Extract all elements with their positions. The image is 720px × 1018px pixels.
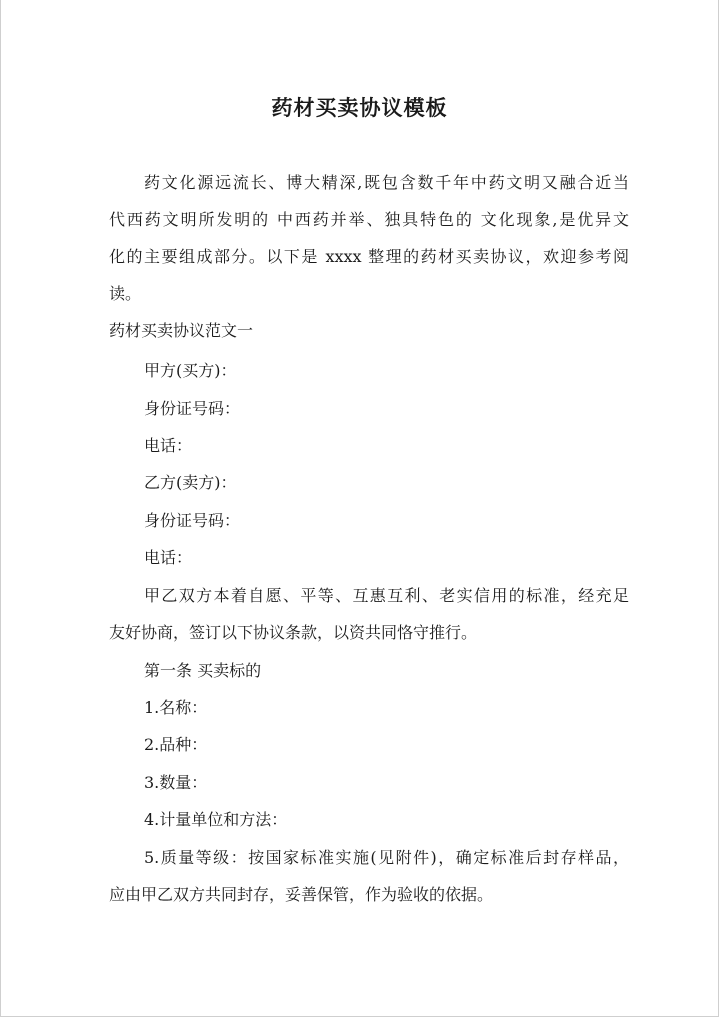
party-b-id-label: 身份证号码： — [144, 511, 241, 530]
party-a-phone-label: 电话： — [144, 436, 193, 455]
party-b-phone-label: 电话： — [144, 548, 193, 567]
article-1-item-quality-cont: 应由甲乙双方共同封存，妥善保管，作为验收的依据。 — [109, 885, 494, 904]
article-1-item-name: 1.名称： — [144, 698, 208, 717]
intro-line: 化的主要组成部分。以下是 xxxx 整理的药材买卖协议，欢迎参考阅 — [109, 247, 629, 266]
sample-heading: 药材买卖协议范文一 — [109, 321, 254, 340]
party-a-name-label: 甲方(买方)： — [144, 361, 237, 380]
article-1-item-quality: 5.质量等级：按国家标准实施(见附件)，确定标准后封存样品， — [144, 848, 629, 867]
article-1-item-unit: 4.计量单位和方法： — [144, 810, 288, 829]
preamble-line: 友好协商，签订以下协议条款，以资共同恪守推行。 — [109, 623, 478, 642]
party-b-name-label: 乙方(卖方)： — [144, 473, 237, 492]
article-1-item-variety: 2.品种： — [144, 735, 208, 754]
party-a-id-label: 身份证号码： — [144, 399, 241, 418]
article-1-item-quantity: 3.数量： — [144, 773, 208, 792]
preamble-line: 甲乙双方本着自愿、平等、互惠互利、老实信用的标准，经充足 — [144, 586, 629, 605]
intro-line: 代西药文明所发明的 中西药并举、独具特色的 文化现象,是优异文 — [109, 210, 629, 229]
intro-line: 药文化源远流长、博大精深,既包含数千年中药文明又融合近当 — [144, 173, 629, 192]
intro-line: 读。 — [109, 284, 142, 303]
document-title: 药材买卖协议模板 — [271, 95, 448, 120]
article-1-heading: 第一条 买卖标的 — [144, 661, 262, 680]
